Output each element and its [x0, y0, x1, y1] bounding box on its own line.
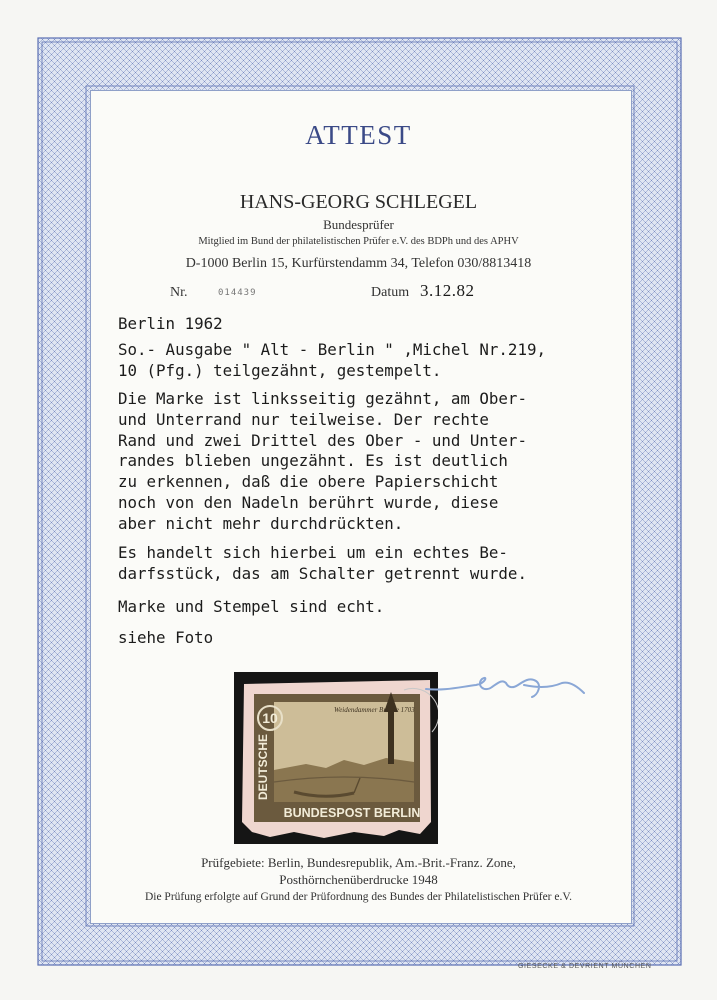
certificate-date: 3.12.82 — [420, 281, 475, 300]
conclusion-text: Es handelt sich hierbei um ein echtes Be- darfsstück, das am Schalter getrennt wurde. — [118, 543, 527, 583]
signature-stroke — [426, 678, 584, 697]
perforation-note: Die Marke ist linksseitig gezähnt, am Ober- und Unterrand nur teilweise. Der rechte Rand und zwei Drittel des Ober - und Unter- randes blieben ungezähnt. Es ist deutlich zu erkennen, daß die obere Papierschicht noch von den Nadeln berührt wurde, diese aber nicht mehr durchdrückten. — [118, 389, 527, 533]
examiner-signature — [420, 665, 590, 715]
issue-line: Berlin 1962 — [118, 314, 223, 333]
date-label: Datum — [371, 285, 410, 300]
examiner-role: Bundesprüfer — [323, 217, 394, 232]
stamp-description: So.- Ausgabe " Alt - Berlin " ,Michel Nr.219, 10 (Pfg.) teilgezähnt, gestempelt. — [118, 340, 546, 380]
stamp-face-value: 10 — [262, 710, 278, 726]
number-label: Nr. — [170, 285, 188, 300]
stamp-church-tower — [388, 710, 394, 764]
address-line: D-1000 Berlin 15, Kurfürstendamm 34, Telefon 030/8813418 — [185, 256, 532, 271]
stamp-issuer-text: BUNDESPOST BERLIN — [283, 806, 421, 820]
exam-areas-line2: Posthörnchenüberdrucke 1948 — [279, 872, 438, 887]
printer-imprint: GIESECKE & DEVRIENT MÜNCHEN — [518, 963, 652, 970]
exam-basis-line: Die Prüfung erfolgte auf Grund der Prüfordnung des Bundes der Philatelistischen Prüfer e.V. — [144, 891, 573, 903]
stamp-country-text: DEUTSCHE — [256, 733, 270, 800]
certificate-number: 014439 — [218, 288, 257, 298]
stamp-photo — [234, 672, 438, 844]
examiner-name: HANS-GEORG SCHLEGEL — [239, 191, 478, 213]
certificate-title: ATTEST — [305, 120, 412, 150]
exam-areas-line1: Prüfgebiete: Berlin, Bundesrepublik, Am.-Brit.-Franz. Zone, — [201, 855, 516, 870]
photo-reference: siehe Foto — [118, 628, 214, 647]
genuine-statement: Marke und Stempel sind echt. — [118, 597, 385, 616]
stamp-caption: Weidendammer Brücke 1703 — [334, 706, 415, 714]
membership-line: Mitglied im Bund der philatelistischen Prüfer e.V. des BDPh und des APHV — [198, 236, 519, 247]
